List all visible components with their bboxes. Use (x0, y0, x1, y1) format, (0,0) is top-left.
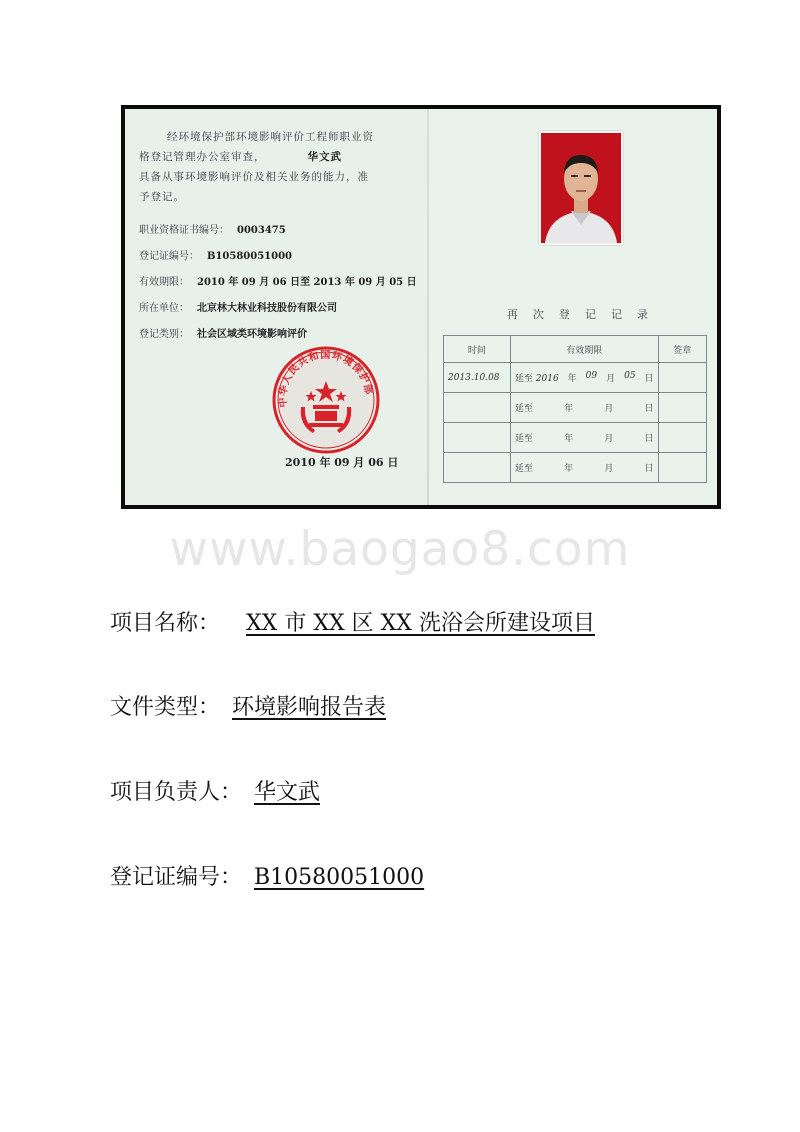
row-prefix: 延至 (514, 464, 533, 474)
row-month-unit: 月 (604, 404, 614, 414)
row-month-unit: 月 (604, 464, 614, 474)
row-validity (510, 363, 658, 393)
intro-line: 经环境保护部环境影响评价工程师职业资 (167, 131, 374, 143)
row-day-unit: 日 (644, 434, 654, 444)
row-year-unit: 年 (567, 374, 577, 384)
field-value: 2010 年 09 月 06 日至 2013 年 09 月 05 日 (197, 277, 417, 288)
row-day: 05 (624, 371, 636, 381)
row-time (444, 453, 511, 483)
row-month-unit: 月 (606, 374, 616, 384)
table-row (444, 453, 707, 483)
field-qualification-number (139, 221, 286, 236)
project-owner-line (110, 775, 344, 806)
row-month: 09 (585, 371, 598, 381)
project-name-value: XX 市 XX 区 XX 洗浴会所建设项目 (246, 611, 595, 636)
row-year-unit: 年 (564, 434, 574, 444)
row-year: 2016 (535, 374, 559, 384)
intro-text: 格登记管理办公室审查， (139, 151, 266, 163)
project-owner-value: 华文武 (254, 780, 321, 805)
holder-photo-icon (539, 131, 623, 245)
row-day-unit: 日 (644, 464, 654, 474)
certificate-image (121, 105, 721, 509)
row-month-unit: 月 (604, 434, 614, 444)
intro-line: 具备从事环境影响评价及相关业务的能力，准 (139, 171, 369, 183)
row-prefix: 延至 (514, 434, 533, 444)
field-value: 社会区域类环境影响评价 (197, 329, 307, 340)
registration-number-label: 登记证编号： (110, 865, 243, 890)
field-label: 登记类别： (139, 329, 189, 340)
header-time: 时间 (444, 336, 511, 363)
intro-line: 予登记。 (139, 191, 185, 203)
row-year-unit: 年 (564, 404, 574, 414)
field-label: 职业资格证书编号： (139, 225, 229, 236)
row-time: 2013.10.08 (444, 363, 511, 393)
field-value: B10580051000 (207, 251, 292, 262)
seal-date: 2010 年 09 月 06 日 (285, 456, 399, 469)
record-title: 再次登记记录 (507, 308, 663, 321)
table-header-row (444, 336, 707, 363)
project-name-line (110, 606, 595, 637)
intro-line (139, 147, 409, 167)
row-day-unit: 日 (644, 374, 654, 384)
field-category (139, 325, 307, 340)
seal-text: 中华人民共和国环境保护部 (277, 350, 375, 408)
field-label: 登记证编号： (139, 251, 199, 262)
row-signature (658, 393, 706, 423)
certificate-left-page (125, 109, 427, 505)
file-type-value: 环境影响报告表 (232, 695, 387, 720)
project-owner-label: 项目负责人： (110, 780, 243, 805)
registration-number-value: B10580051000 (254, 865, 425, 890)
field-label: 所在单位： (139, 303, 189, 314)
watermark: www.baogao8.com (169, 522, 631, 577)
renewal-record-table (443, 335, 707, 483)
field-registration-number (139, 247, 292, 262)
row-signature (658, 363, 706, 393)
row-day-unit: 日 (644, 404, 654, 414)
row-prefix: 延至 (514, 404, 533, 414)
table-row (444, 393, 707, 423)
holder-name: 华文武 (307, 151, 342, 163)
header-validity: 有效期限 (510, 336, 658, 363)
row-time (444, 393, 511, 423)
field-value: 0003475 (237, 225, 286, 236)
field-value: 北京林大林业科技股份有限公司 (197, 303, 337, 314)
file-type-label: 文件类型： (110, 695, 221, 720)
field-organization (139, 299, 337, 314)
header-signature: 签章 (658, 336, 706, 363)
field-validity (139, 273, 417, 288)
registration-number-line (110, 860, 448, 891)
row-validity (510, 423, 658, 453)
file-type-line (110, 690, 396, 721)
row-validity (510, 453, 658, 483)
row-signature (658, 423, 706, 453)
table-row (444, 423, 707, 453)
certificate-right-page (429, 109, 717, 505)
official-seal-icon (271, 345, 381, 455)
row-time (444, 423, 511, 453)
row-year-unit: 年 (564, 464, 574, 474)
row-prefix: 延至 (514, 374, 533, 384)
project-name-label: 项目名称： (110, 611, 221, 636)
row-signature (658, 453, 706, 483)
certificate-intro (139, 127, 409, 207)
table-row (444, 363, 707, 393)
row-validity (510, 393, 658, 423)
field-label: 有效期限： (139, 277, 189, 288)
